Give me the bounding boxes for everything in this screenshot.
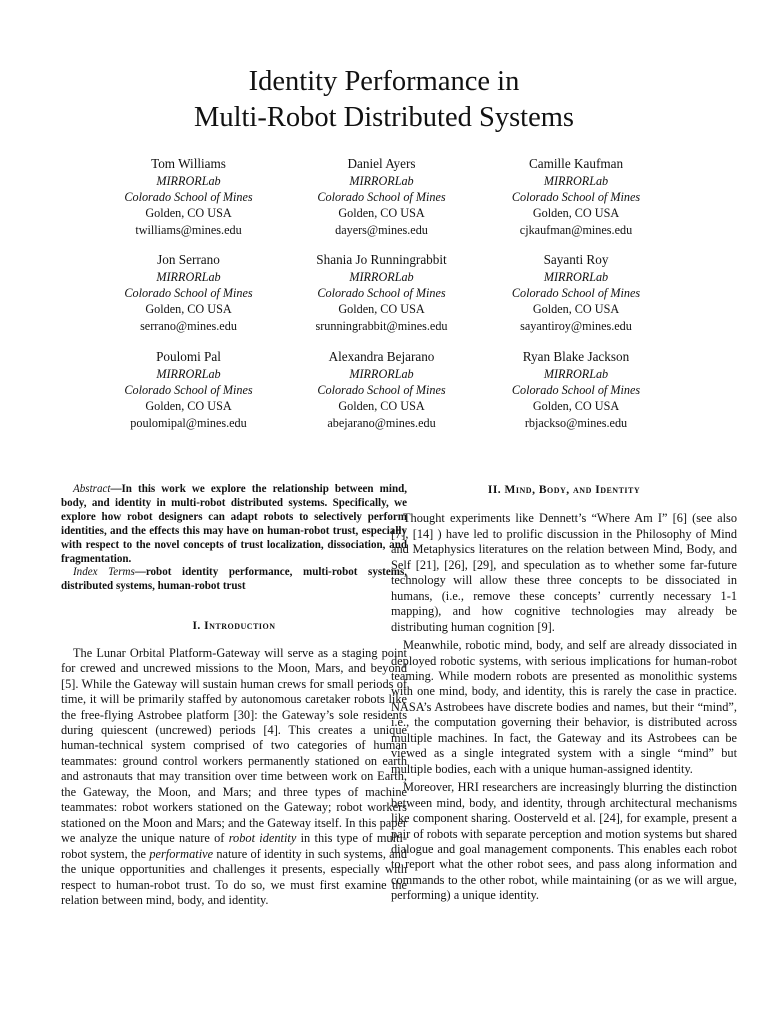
author-location: Golden, CO USA <box>338 302 425 317</box>
author-row-3 <box>92 348 674 431</box>
author-lab: MIRRORLab <box>543 367 609 381</box>
author-location: Golden, CO USA <box>532 302 620 317</box>
author-name: Alexandra Bejarano <box>328 349 435 364</box>
author-email: abejarano@mines.edu <box>327 415 436 430</box>
author-row-1 <box>92 155 674 238</box>
author-school: Colorado School of Mines <box>124 190 253 205</box>
abstract-label: Abstract <box>73 483 111 495</box>
author-name: Shania Jo Runningrabbit <box>316 252 447 267</box>
author-school: Colorado School of Mines <box>317 286 446 301</box>
author-block <box>478 251 674 334</box>
index-terms <box>61 566 407 594</box>
index-terms-label: Index Terms <box>73 566 135 579</box>
author-block <box>285 155 478 238</box>
author-lab: MIRRORLab <box>156 270 221 284</box>
section2-paragraph-3: Moreover, HRI researchers are increasingly blurring the distinction between mind, body, and identity, through architectural mechanisms like component sharing. Oosterveld et al. [24], for example, present a pair of robots with separate perception and motion systems but shared dialogue and goal management components. This enables each robot to report what the other robot sees, and pass along information and commands to the other robot, while maintaining (or as we will argue, performing) a unique identity. <box>391 780 737 903</box>
section2-paragraph-1: Thought experiments like Dennett’s “Where Am I” [6] (see also [7], [14] ) have led to prolific discussion in the Philosophy of Mind and Metaphysics literatures on the relation between Mind, Body, and Self [21], [26], [29], and speculation as to whether some far-future technology will allow these three concepts to be dissociated in humans, (i.e., remove these concepts’ currently necessary 1-1 mapping), and how cognitive technologies may already be distributing human cognition [9]. <box>391 511 737 634</box>
author-school: Colorado School of Mines <box>317 383 446 398</box>
paragraph-text: in this type of multi-robot system, the <box>61 831 407 861</box>
author-name: Tom Williams <box>151 156 226 171</box>
title-line-1: Identity Performance in <box>248 66 520 97</box>
author-block <box>92 348 285 431</box>
author-lab: MIRRORLab <box>349 270 414 284</box>
right-column <box>391 483 737 907</box>
author-school: Colorado School of Mines <box>511 383 641 398</box>
author-location: Golden, CO USA <box>145 302 232 317</box>
author-lab: MIRRORLab <box>156 174 221 188</box>
emphasis-text: performative <box>149 846 214 861</box>
author-name: Camille Kaufman <box>528 156 624 171</box>
title-line-2: Multi-Robot Distributed Systems <box>193 102 575 133</box>
author-block <box>478 348 674 431</box>
author-school: Colorado School of Mines <box>511 190 641 205</box>
left-column <box>61 483 407 911</box>
author-location: Golden, CO USA <box>338 206 425 221</box>
author-name: Daniel Ayers <box>347 156 416 171</box>
author-lab: MIRRORLab <box>543 174 609 188</box>
author-school: Colorado School of Mines <box>124 286 253 301</box>
author-location: Golden, CO USA <box>338 399 425 414</box>
author-row-2 <box>92 251 674 334</box>
abstract <box>61 483 407 566</box>
author-location: Golden, CO USA <box>145 399 232 414</box>
author-email: dayers@mines.edu <box>335 222 428 237</box>
author-name: Ryan Blake Jackson <box>522 349 630 364</box>
author-email: cjkaufman@mines.edu <box>519 222 633 237</box>
author-lab: MIRRORLab <box>349 367 414 381</box>
index-terms-text: —robot identity performance, multi-robot systems, distributed systems, human-robot trust <box>61 566 408 593</box>
emphasis-text: robot identity <box>228 831 297 846</box>
author-location: Golden, CO USA <box>145 206 232 221</box>
author-lab: MIRRORLab <box>349 174 414 188</box>
author-block <box>92 155 285 238</box>
author-email: twilliams@mines.edu <box>135 222 242 237</box>
author-email: poulomipal@mines.edu <box>130 415 247 430</box>
author-email: srunningrabbit@mines.edu <box>315 318 448 333</box>
paragraph-text: The Lunar Orbital Platform-Gateway will serve as a staging point for crewed and uncrewed missions to the Moon, Mars, and beyond [5]. While the Gateway will sustain human crews for small periods of time, it will be primarily staffed by autonomous caretaker robots like the free-flying Astrobee platform [30]: the Gateway’s sole residents during quiescent (uncrewed) periods [4]. This creates a unique human-technical system comprised of two categories of human teammates: ground control workers permanently stationed on earth and astronauts that may transition over time between work on Earth, the Gateway, the Moon, and Mars; and three types of machine teammates: robot workers stationed on the Gateway; robot workers stationed on the Moon and Mars; and the Gateway itself. In this paper we analyze the unique nature of <box>61 645 407 846</box>
paper-title <box>0 64 768 136</box>
section-heading-mind-body-identity: II. Mind, Body, and Identity <box>487 484 641 496</box>
author-block <box>285 348 478 431</box>
section-heading-introduction: I. Introduction <box>192 620 276 633</box>
author-school: Colorado School of Mines <box>511 286 641 301</box>
author-block <box>478 155 674 238</box>
author-name: Poulomi Pal <box>156 349 221 364</box>
author-name: Jon Serrano <box>157 252 220 267</box>
abstract-text: —In this work we explore the relationship between mind, body, and identity in multi-robot distributed systems. Specifically, we explore how robot designers can adapt robots to selectively perform identities, and the effects this may have on human-robot trust, especially with respect to the novel concepts of trust localization, dissociation, and fragmentation. <box>61 483 407 565</box>
section2-paragraph-2: Meanwhile, robotic mind, body, and self are already dissociated in deployed robotic systems, with serious implications for human-robot teaming. While modern robots are presented as monolithic systems with one mind, body, and identity, this is rarely the case in practice. NASA’s Astrobees have discrete bodies and names, but their “mind”, i.e., the computation governing their behavior, is distributed across multiple machines. In fact, the Gateway and its Astrobees can be viewed as a single integrated system with a single “mind” but multiple bodies, each with a unique human-assigned identity. <box>391 638 737 776</box>
author-name: Sayanti Roy <box>543 252 609 267</box>
author-location: Golden, CO USA <box>532 206 620 221</box>
author-email: sayantiroy@mines.edu <box>520 318 632 333</box>
author-school: Colorado School of Mines <box>317 190 446 205</box>
author-lab: MIRRORLab <box>156 367 221 381</box>
author-school: Colorado School of Mines <box>124 383 253 398</box>
author-email: rbjackso@mines.edu <box>524 415 628 430</box>
introduction-paragraph <box>61 646 407 909</box>
author-lab: MIRRORLab <box>543 270 609 284</box>
author-email: serrano@mines.edu <box>140 318 237 333</box>
author-location: Golden, CO USA <box>532 399 620 414</box>
author-block <box>92 251 285 334</box>
author-block <box>285 251 478 334</box>
paragraph-text: nature of identity in such systems, and the unique opportunities and challenges it presents, especially with respect to human-robot trust. To do so, we must first examine the relation between mind, body, and identity. <box>61 846 407 907</box>
